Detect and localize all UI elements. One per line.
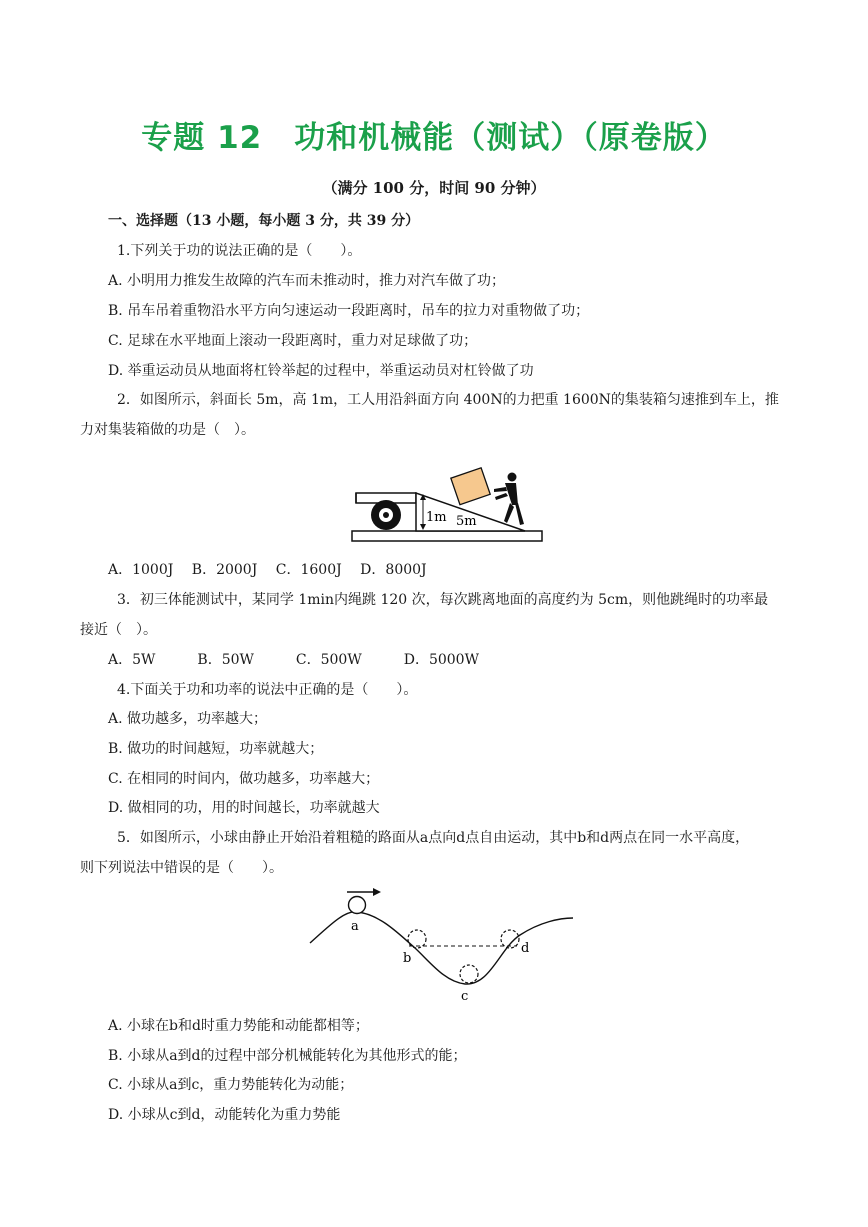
crate: [451, 468, 490, 505]
q1-option-d: D. 举重运动员从地面将杠铃举起的过程中，举重运动员对杠铃做了功: [108, 363, 534, 379]
q4-option-a: A. 做功越多，功率越大；: [108, 711, 268, 727]
q2-stem-line2: 力对集装箱做的功是（ ）。: [80, 422, 255, 438]
q1-option-b: B. 吊车吊着重物沿水平方向匀速运动一段距离时，吊车的拉力对重物做了功；: [108, 303, 590, 319]
q4-option-d: D. 做相同的功，用的时间越长，功率就越大: [108, 800, 380, 816]
q2-stem-line1: 2．如图所示，斜面长 5m，高 1m，工人用沿斜面方向 400N的力把重 1600N的集装箱匀速推到车上，推: [117, 392, 779, 408]
q2-options: A．1000J B．2000J C．1600J D．8000J: [108, 562, 427, 578]
rough-track: [310, 912, 573, 984]
q3-options: A．5W B．50W C．500W D．5000W: [108, 652, 479, 668]
q4-stem: 4.下面关于功和功率的说法中正确的是（ ）。: [117, 682, 418, 698]
q5-option-d: D. 小球从c到d，动能转化为重力势能: [108, 1107, 341, 1123]
q4-option-c: C. 在相同的时间内，做功越多，功率越大；: [108, 771, 380, 787]
track-figure: [305, 880, 580, 1005]
q1-option-c: C. 足球在水平地面上滚动一段距离时，重力对足球做了功；: [108, 333, 478, 349]
ball-a: [349, 897, 366, 914]
q5-option-a: A. 小球在b和d时重力势能和动能都相等；: [108, 1018, 369, 1034]
q3-stem-line1: 3．初三体能测试中，某同学 1min内绳跳 120 次，每次跳离地面的高度约为 5cm，则他跳绳时的功率最: [117, 592, 769, 608]
ball-c: [460, 965, 478, 983]
q5-option-c: C. 小球从a到c，重力势能转化为动能；: [108, 1077, 354, 1093]
ground-base: [352, 531, 542, 541]
q1-stem: 1.下列关于功的说法正确的是（ ）。: [117, 243, 362, 259]
q1-option-a: A. 小明用力推发生故障的汽车而未推动时，推力对汽车做了功；: [108, 273, 506, 289]
q5-option-b: B. 小球从a到d的过程中部分机械能转化为其他形式的能；: [108, 1048, 467, 1064]
q5-stem-line2: 则下列说法中错误的是（ ）。: [80, 860, 283, 876]
q4-option-b: B. 做功的时间越短，功率就越大；: [108, 741, 324, 757]
q3-stem-line2: 接近（ ）。: [80, 622, 157, 638]
label-d: d: [521, 941, 530, 956]
label-length: 5m: [456, 514, 477, 529]
label-c: c: [461, 989, 469, 1004]
ball-b: [408, 930, 426, 948]
incline-figure: [350, 465, 550, 547]
document-title: 专题 12 功和机械能（测试）（原卷版）: [141, 120, 727, 156]
label-b: b: [403, 951, 412, 966]
document-subtitle: （满分 100 分，时间 90 分钟）: [322, 179, 546, 197]
section-heading: 一、选择题（13 小题，每小题 3 分，共 39 分）: [108, 213, 420, 229]
q5-stem-line1: 5．如图所示，小球由静止开始沿着粗糙的路面从a点向d点自由运动，其中b和d两点在同一水平高度，: [117, 830, 750, 846]
label-a: a: [351, 919, 359, 934]
label-height: 1m: [426, 510, 447, 525]
worker-silhouette: [494, 473, 524, 526]
